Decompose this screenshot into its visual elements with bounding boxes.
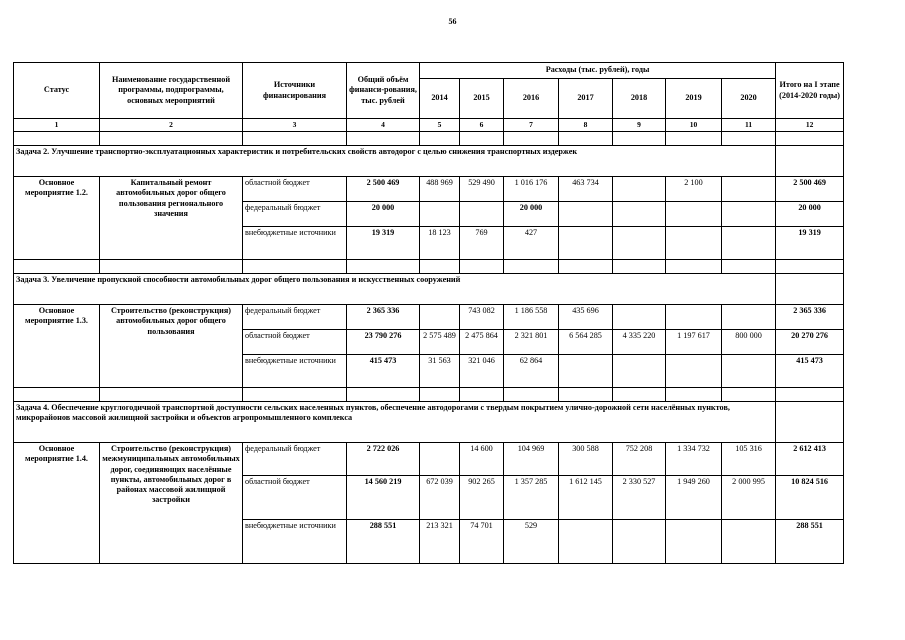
year-cell [613, 202, 666, 227]
stage-total-cell: 20 270 276 [776, 330, 844, 355]
year-cell: 4 335 220 [613, 330, 666, 355]
year-cell: 1 357 285 [504, 476, 559, 520]
year-cell [666, 305, 722, 330]
year-cell [666, 202, 722, 227]
year-cell: 463 734 [559, 177, 613, 202]
column-number: 3 [243, 119, 347, 132]
year-cell: 1 334 732 [666, 443, 722, 476]
year-cell: 18 123 [420, 227, 460, 260]
year-cell [722, 202, 776, 227]
task-row [14, 146, 844, 177]
source-cell: федеральный бюджет [243, 202, 347, 227]
stage-total-cell: 2 612 413 [776, 443, 844, 476]
year-cell [722, 227, 776, 260]
task-row [14, 402, 844, 443]
header-expenses: Расходы (тыс. рублей), годы [420, 63, 776, 79]
year-cell [559, 202, 613, 227]
task-title: Задача 3. Увеличение пропускной способности автомобильных дорог общего пользования и искусственных сооружений [14, 274, 776, 305]
year-cell: 105 316 [722, 443, 776, 476]
year-cell [722, 177, 776, 202]
task-row [14, 274, 844, 305]
year-cell: 427 [504, 227, 559, 260]
total-cell: 288 551 [347, 520, 420, 564]
year-cell: 14 600 [460, 443, 504, 476]
task-title: Задача 2. Улучшение транспортно-эксплуатационных характеристик и потребительских свойств автодорог с целью снижения транспортных издержек [14, 146, 776, 177]
year-cell: 1 016 176 [504, 177, 559, 202]
header-year: 2019 [666, 79, 722, 119]
header-year: 2016 [504, 79, 559, 119]
year-cell [460, 202, 504, 227]
year-cell: 529 490 [460, 177, 504, 202]
program-name-cell: Строительство (реконструкция) автомобильных дорог общего пользования [100, 305, 243, 388]
year-cell: 672 039 [420, 476, 460, 520]
year-cell: 902 265 [460, 476, 504, 520]
year-cell [559, 520, 613, 564]
year-cell: 6 564 285 [559, 330, 613, 355]
year-cell: 2 100 [666, 177, 722, 202]
program-name-cell: Строительство (реконструкция) межмуниципальных автомобильных дорог, соединяющих населённые пункты, автомобильных дорог в районах массовой жилищной застройки [100, 443, 243, 564]
column-number: 8 [559, 119, 613, 132]
year-cell [666, 355, 722, 388]
total-cell: 14 560 219 [347, 476, 420, 520]
budget-table [13, 62, 844, 564]
source-cell: областной бюджет [243, 177, 347, 202]
year-cell: 743 082 [460, 305, 504, 330]
total-cell: 2 365 336 [347, 305, 420, 330]
year-cell: 752 208 [613, 443, 666, 476]
year-cell: 2 575 489 [420, 330, 460, 355]
status-cell: Основное мероприятие 1.4. [14, 443, 100, 564]
column-number: 6 [460, 119, 504, 132]
table-row [14, 177, 844, 202]
source-cell: внебюджетные источники [243, 520, 347, 564]
year-cell: 213 321 [420, 520, 460, 564]
year-cell: 74 701 [460, 520, 504, 564]
column-number: 9 [613, 119, 666, 132]
year-cell [722, 520, 776, 564]
year-cell [613, 177, 666, 202]
year-cell [420, 305, 460, 330]
source-cell: внебюджетные источники [243, 355, 347, 388]
stage-total-cell: 10 824 516 [776, 476, 844, 520]
total-cell: 19 319 [347, 227, 420, 260]
year-cell [559, 227, 613, 260]
column-number: 12 [776, 119, 844, 132]
column-number: 10 [666, 119, 722, 132]
total-cell: 415 473 [347, 355, 420, 388]
year-cell [420, 202, 460, 227]
year-cell: 769 [460, 227, 504, 260]
year-cell [666, 520, 722, 564]
header-total: Общий объём финанси-рования, тыс. рублей [347, 63, 420, 119]
total-cell: 2 722 026 [347, 443, 420, 476]
source-cell: областной бюджет [243, 330, 347, 355]
stage-total-cell: 2 365 336 [776, 305, 844, 330]
column-number: 5 [420, 119, 460, 132]
source-cell: федеральный бюджет [243, 443, 347, 476]
year-cell [722, 305, 776, 330]
header-year: 2018 [613, 79, 666, 119]
year-cell: 1 197 617 [666, 330, 722, 355]
year-cell [722, 355, 776, 388]
header-year: 2017 [559, 79, 613, 119]
year-cell: 800 000 [722, 330, 776, 355]
column-numbers-row [14, 119, 844, 132]
source-cell: областной бюджет [243, 476, 347, 520]
total-cell: 2 500 469 [347, 177, 420, 202]
stage-total-cell: 2 500 469 [776, 177, 844, 202]
year-cell: 104 969 [504, 443, 559, 476]
column-number: 1 [14, 119, 100, 132]
year-cell: 488 969 [420, 177, 460, 202]
year-cell: 2 330 527 [613, 476, 666, 520]
column-number: 7 [504, 119, 559, 132]
year-cell: 31 563 [420, 355, 460, 388]
year-cell [613, 227, 666, 260]
year-cell: 1 186 558 [504, 305, 559, 330]
year-cell: 2 475 864 [460, 330, 504, 355]
stage-total-cell: 415 473 [776, 355, 844, 388]
year-cell: 529 [504, 520, 559, 564]
header-year: 2015 [460, 79, 504, 119]
header-year: 2020 [722, 79, 776, 119]
year-cell: 1 612 145 [559, 476, 613, 520]
year-cell: 321 046 [460, 355, 504, 388]
page-number: 56 [448, 17, 457, 26]
task-title: Задача 4. Обеспечение круглогодичной транспортной доступности сельских населенных пунктов, обеспечение автодорогами с твердым покрытием улично-дорожной сети населённых пунктов, микрорайонов массовой жилищной застройки и объектов агропромышленного комплекса [14, 402, 776, 443]
year-cell [613, 305, 666, 330]
year-cell [559, 355, 613, 388]
header-stage-total: Итого на I этапе (2014-2020 годы) [776, 63, 844, 119]
year-cell [666, 227, 722, 260]
column-number: 4 [347, 119, 420, 132]
year-cell: 435 696 [559, 305, 613, 330]
year-cell: 2 000 995 [722, 476, 776, 520]
source-cell: внебюджетные источники [243, 227, 347, 260]
year-cell: 62 864 [504, 355, 559, 388]
header-status: Статус [14, 63, 100, 119]
stage-total-cell: 288 551 [776, 520, 844, 564]
total-cell: 20 000 [347, 202, 420, 227]
year-cell: 20 000 [504, 202, 559, 227]
stage-total-cell: 19 319 [776, 227, 844, 260]
stage-total-cell: 20 000 [776, 202, 844, 227]
program-name-cell: Капитальный ремонт автомобильных дорог общего пользования регионального значения [100, 177, 243, 260]
year-cell [420, 443, 460, 476]
year-cell: 1 949 260 [666, 476, 722, 520]
table-row [14, 443, 844, 476]
year-cell [613, 355, 666, 388]
header-source: Источники финансирования [243, 63, 347, 119]
source-cell: федеральный бюджет [243, 305, 347, 330]
table-row [14, 305, 844, 330]
header-program: Наименование государственной программы, подпрограммы, основных мероприятий [100, 63, 243, 119]
status-cell: Основное мероприятие 1.2. [14, 177, 100, 260]
column-number: 11 [722, 119, 776, 132]
total-cell: 23 790 276 [347, 330, 420, 355]
year-cell: 2 321 801 [504, 330, 559, 355]
column-number: 2 [100, 119, 243, 132]
year-cell: 300 588 [559, 443, 613, 476]
status-cell: Основное мероприятие 1.3. [14, 305, 100, 388]
year-cell [613, 520, 666, 564]
header-year: 2014 [420, 79, 460, 119]
